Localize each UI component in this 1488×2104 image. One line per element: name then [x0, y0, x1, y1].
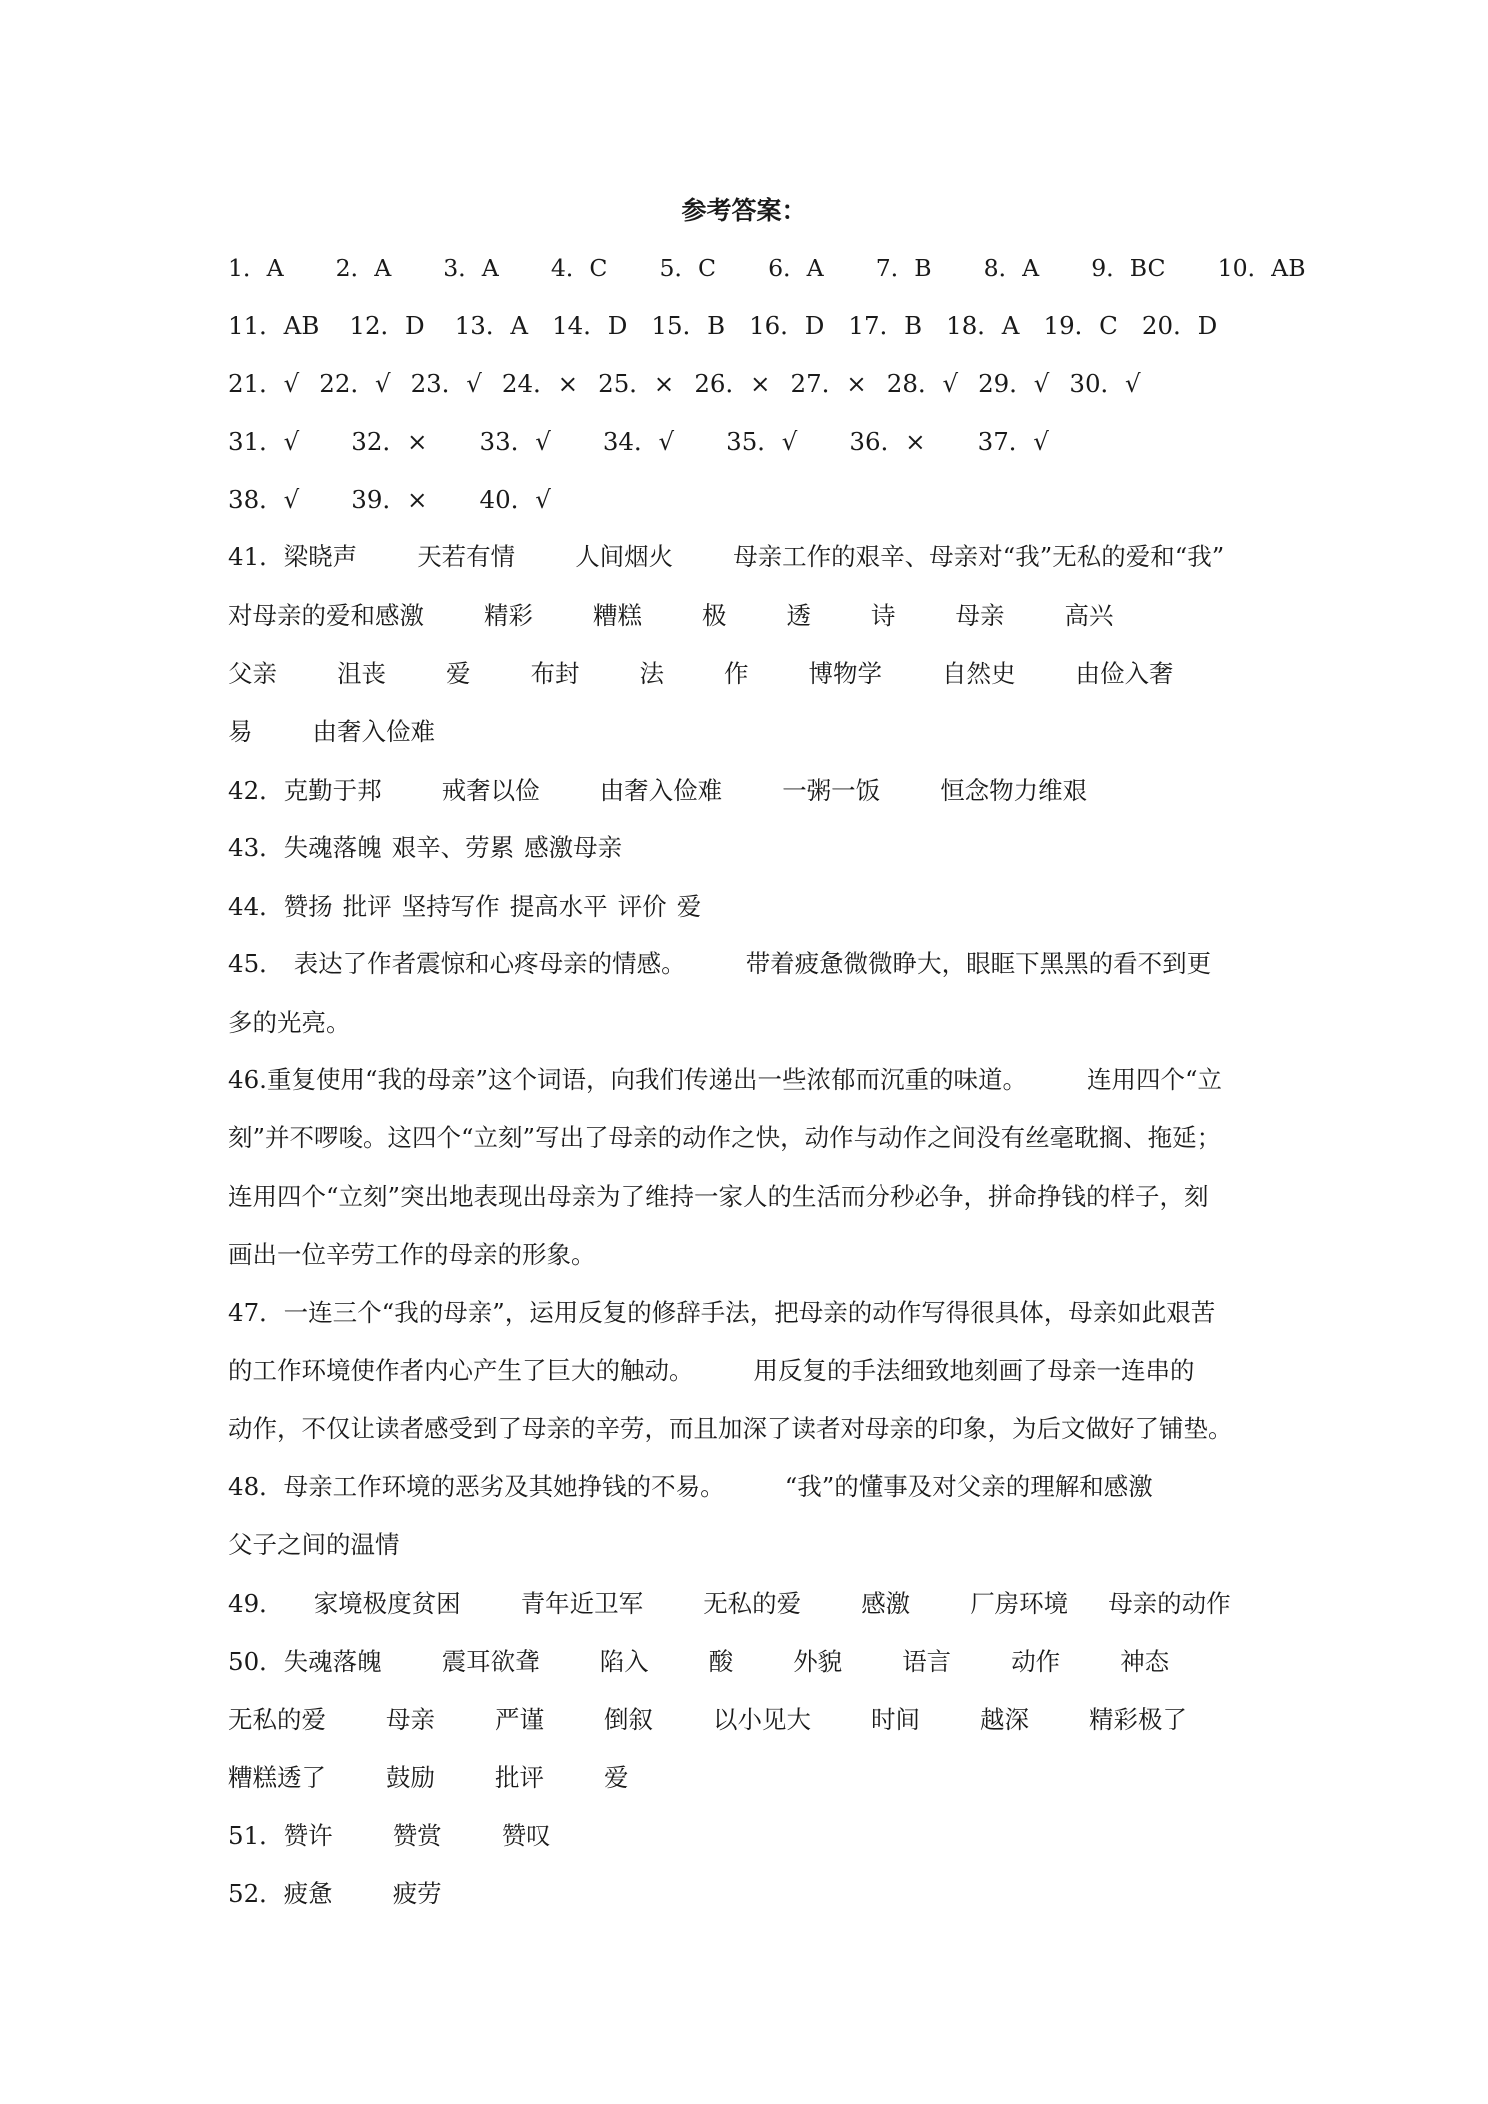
answer-segment: 由奢入俭难: [599, 776, 723, 805]
answer-segment: 人间烟火: [575, 542, 674, 571]
answer-line: [228, 600, 1288, 632]
answer-segment: 32．×: [351, 427, 428, 456]
answer-segment: 18．A: [946, 311, 1020, 340]
answer-segment: 爱: [676, 892, 702, 921]
answer-segment: 爱: [446, 659, 471, 688]
answer-segment: 无私的爱: [703, 1589, 802, 1618]
answer-segment: 父子之间的温情: [228, 1530, 400, 1559]
answer-segment: 母亲的动作: [1108, 1589, 1231, 1618]
answer-segment: 感激: [861, 1589, 911, 1618]
answer-segment: 极: [702, 601, 727, 630]
answer-segment: 14．D: [552, 311, 628, 340]
answer-segment: 外貌: [793, 1647, 843, 1676]
answer-segment: 24．×: [501, 369, 579, 398]
answer-segment: 4．C: [550, 254, 608, 282]
answer-line: [228, 1064, 1288, 1096]
answer-segment: 5．C: [659, 254, 717, 282]
answer-segment: 27．×: [790, 369, 867, 398]
answer-line: [228, 1529, 1288, 1561]
answer-segment: 母亲工作的艰辛、母亲对“我”无私的爱和“我”: [733, 542, 1225, 571]
answer-line: [228, 1122, 1288, 1154]
answer-segment: 10．AB: [1217, 254, 1306, 282]
answer-segment: 陷入: [599, 1647, 649, 1676]
answer-segment: 作: [724, 659, 749, 688]
answer-segment: 1．A: [228, 254, 284, 282]
answer-segment: 精彩极了: [1089, 1705, 1187, 1734]
answer-segment: 35．√: [726, 427, 798, 456]
answer-segment: 多的光亮。: [228, 1008, 351, 1037]
answer-segment: 52．疲惫: [228, 1879, 333, 1908]
answer-segment: 40．√: [479, 485, 551, 514]
answer-segment: 39．×: [351, 485, 428, 514]
answer-segment: 赞叹: [501, 1821, 551, 1850]
answer-segment: 透: [786, 601, 811, 630]
answer-line: [228, 426, 1288, 458]
answer-line: [228, 484, 1288, 516]
answer-segment: 49．: [228, 1589, 284, 1618]
answer-segment: 3．A: [443, 254, 499, 282]
answer-segment: 艰辛、劳累: [391, 833, 515, 862]
answer-segment: 戒奢以俭: [441, 776, 540, 805]
answer-segment: 爱: [604, 1763, 629, 1792]
answer-segment: 糟糕: [593, 601, 642, 630]
answer-segment: 评价: [617, 892, 667, 921]
answer-segment: 11．AB: [228, 311, 320, 340]
answer-line: [228, 775, 1288, 807]
answer-segment: 用反复的手法细致地刻画了母亲一连串的: [753, 1356, 1195, 1385]
answer-segment: 疲劳: [392, 1879, 442, 1908]
answer-segment: 28．√: [886, 369, 959, 398]
answer-segment: 带着疲惫微微睁大，眼眶下黑黑的看不到更: [745, 949, 1212, 978]
answer-line: [228, 1878, 1288, 1910]
answer-segment: 44．赞扬: [228, 892, 333, 921]
answer-segment: 23．√: [410, 369, 482, 398]
answer-segment: 家境极度贫困: [313, 1589, 461, 1618]
answer-segment: 以小见大: [713, 1705, 811, 1734]
answer-line: [228, 1181, 1288, 1213]
answer-line: [228, 891, 1288, 923]
answer-line: [228, 716, 1288, 748]
answer-segment: 37．√: [977, 427, 1049, 456]
answer-segment: 43．失魂落魄: [228, 833, 382, 862]
answer-segment: 法: [639, 659, 664, 688]
answer-segment: 语言: [902, 1647, 952, 1676]
answer-segment: 41．梁晓声: [228, 542, 358, 571]
answer-segment: 糟糕透了: [228, 1763, 326, 1792]
answer-segment: 刻”并不啰唆。这四个“立刻”写出了母亲的动作之快，动作与动作之间没有丝毫耽搁、拖延；: [228, 1123, 1222, 1152]
answer-segment: 提高水平: [509, 892, 608, 921]
answer-segment: 诗: [871, 601, 896, 630]
answer-segment: 8．A: [983, 254, 1040, 282]
answer-segment: “我”的懂事及对父亲的理解和感激: [784, 1472, 1153, 1501]
answer-segment: 29．√: [978, 369, 1050, 398]
answer-segment: 坚持写作: [401, 892, 500, 921]
answer-segment: 布封: [530, 659, 580, 688]
answer-segment: 7．B: [875, 254, 932, 282]
answer-segment: 15．B: [651, 311, 726, 340]
answer-segment: 易: [228, 717, 253, 746]
answer-line: [228, 1007, 1288, 1039]
answer-segment: 17．B: [848, 311, 923, 340]
answer-line: [228, 1297, 1288, 1329]
answer-segment: 恒念物力维艰: [940, 776, 1088, 805]
answer-segment: 42．克勤于邦: [228, 776, 382, 805]
answer-segment: 批评: [342, 892, 392, 921]
answer-segment: 沮丧: [337, 659, 386, 688]
answer-segment: 青年近卫军: [520, 1589, 644, 1618]
answer-segment: 震耳欲聋: [441, 1647, 540, 1676]
answer-segment: 22．√: [319, 369, 391, 398]
answer-segment: 酸: [708, 1647, 734, 1676]
answer-segment: 神态: [1120, 1647, 1170, 1676]
answer-line: [228, 1355, 1288, 1387]
answer-segment: 由奢入俭难: [312, 717, 435, 746]
answer-segment: 9．BC: [1091, 254, 1166, 282]
answer-line: [228, 658, 1288, 690]
answer-line: [228, 1588, 1288, 1620]
answer-segment: 47．一连三个“我的母亲”，运用反复的修辞手法，把母亲的动作写得很具体，母亲如此艰苦: [228, 1298, 1216, 1327]
answer-segment: 50．失魂落魄: [228, 1647, 382, 1676]
answer-segment: 33．√: [479, 427, 551, 456]
answer-segment: 博物学: [808, 659, 882, 688]
answer-segment: 的工作环境使作者内心产生了巨大的触动。: [228, 1356, 694, 1385]
answer-segment: 精彩: [484, 601, 533, 630]
answer-segment: 38．√: [228, 485, 300, 514]
answer-segment: 连用四个“立刻”突出地表现出母亲为了维持一家人的生活而分秒必争，拼命挣钱的样子，刻: [228, 1182, 1209, 1211]
answer-segment: 母亲: [955, 601, 1005, 630]
answer-segment: 13．A: [454, 311, 529, 340]
answer-segment: 天若有情: [417, 542, 516, 571]
answer-segment: 时间: [871, 1705, 920, 1734]
answer-segment: 母亲: [386, 1705, 435, 1734]
answer-segment: 25．×: [598, 369, 675, 398]
answer-segment: 感激母亲: [524, 833, 623, 862]
answer-segment: 动作，不仅让读者感受到了母亲的辛劳，而且加深了读者对母亲的印象，为后文做好了铺垫。: [228, 1414, 1233, 1443]
answer-segment: 由俭入奢: [1075, 659, 1174, 688]
answer-segment: 连用四个“立: [1087, 1065, 1223, 1094]
answer-segment: 画出一位辛劳工作的母亲的形象。: [228, 1240, 596, 1269]
answer-line: [228, 1704, 1288, 1736]
answer-line: [228, 1239, 1288, 1271]
answer-segment: 一粥一饭: [782, 776, 881, 805]
answer-segment: 赞赏: [392, 1821, 442, 1850]
answer-line: [228, 1646, 1288, 1678]
answer-segment: 46.重复使用“我的母亲”这个词语，向我们传递出一些浓郁而沉重的味道。: [228, 1065, 1028, 1094]
answer-segment: 12．D: [349, 311, 425, 340]
answer-line: [228, 1471, 1288, 1503]
answer-segment: 父亲: [228, 659, 277, 688]
answer-segment: 48．母亲工作环境的恶劣及其她挣钱的不易。: [228, 1472, 725, 1501]
answer-segment: 31．√: [228, 427, 300, 456]
answer-segment: 30．√: [1069, 369, 1141, 398]
answer-segment: 严谨: [495, 1705, 544, 1734]
answer-segment: 51．赞许: [228, 1821, 333, 1850]
answer-line: [228, 541, 1288, 573]
answer-line: [228, 832, 1288, 864]
answer-segment: 动作: [1011, 1647, 1061, 1676]
answer-segment: 26．×: [694, 369, 771, 398]
answer-segment: 21．√: [228, 369, 300, 398]
answer-segment: 鼓励: [386, 1763, 435, 1792]
answer-segment: 16．D: [749, 311, 825, 340]
answer-segment: 越深: [980, 1705, 1029, 1734]
answer-segment: 19．C: [1043, 311, 1118, 340]
answer-segment: 34．√: [602, 427, 675, 456]
page-title: 参考答案：: [681, 196, 807, 225]
answer-line: [228, 368, 1288, 400]
answer-line: [228, 1413, 1288, 1445]
answer-segment: 2．A: [335, 254, 392, 282]
answer-line: [228, 1762, 1288, 1794]
answer-segment: 6．A: [768, 254, 824, 282]
answer-segment: 对母亲的爱和感激: [228, 601, 424, 630]
answer-segment: 45．: [228, 949, 284, 978]
answer-segment: 高兴: [1064, 601, 1114, 630]
answer-segment: 批评: [495, 1763, 544, 1792]
answer-line: [228, 1820, 1288, 1852]
answer-segment: 表达了作者震惊和心疼母亲的情感。: [293, 949, 686, 978]
answer-segment: 自然史: [942, 659, 1016, 688]
answer-segment: 20．D: [1141, 311, 1218, 340]
answer-line: [228, 948, 1288, 980]
answer-segment: 厂房环境: [970, 1589, 1069, 1618]
answer-segment: 倒叙: [604, 1705, 653, 1734]
answer-line: [228, 310, 1288, 342]
answer-segment: 36．×: [849, 427, 926, 456]
answer-segment: 无私的爱: [228, 1705, 326, 1734]
answer-line: [228, 252, 1306, 284]
